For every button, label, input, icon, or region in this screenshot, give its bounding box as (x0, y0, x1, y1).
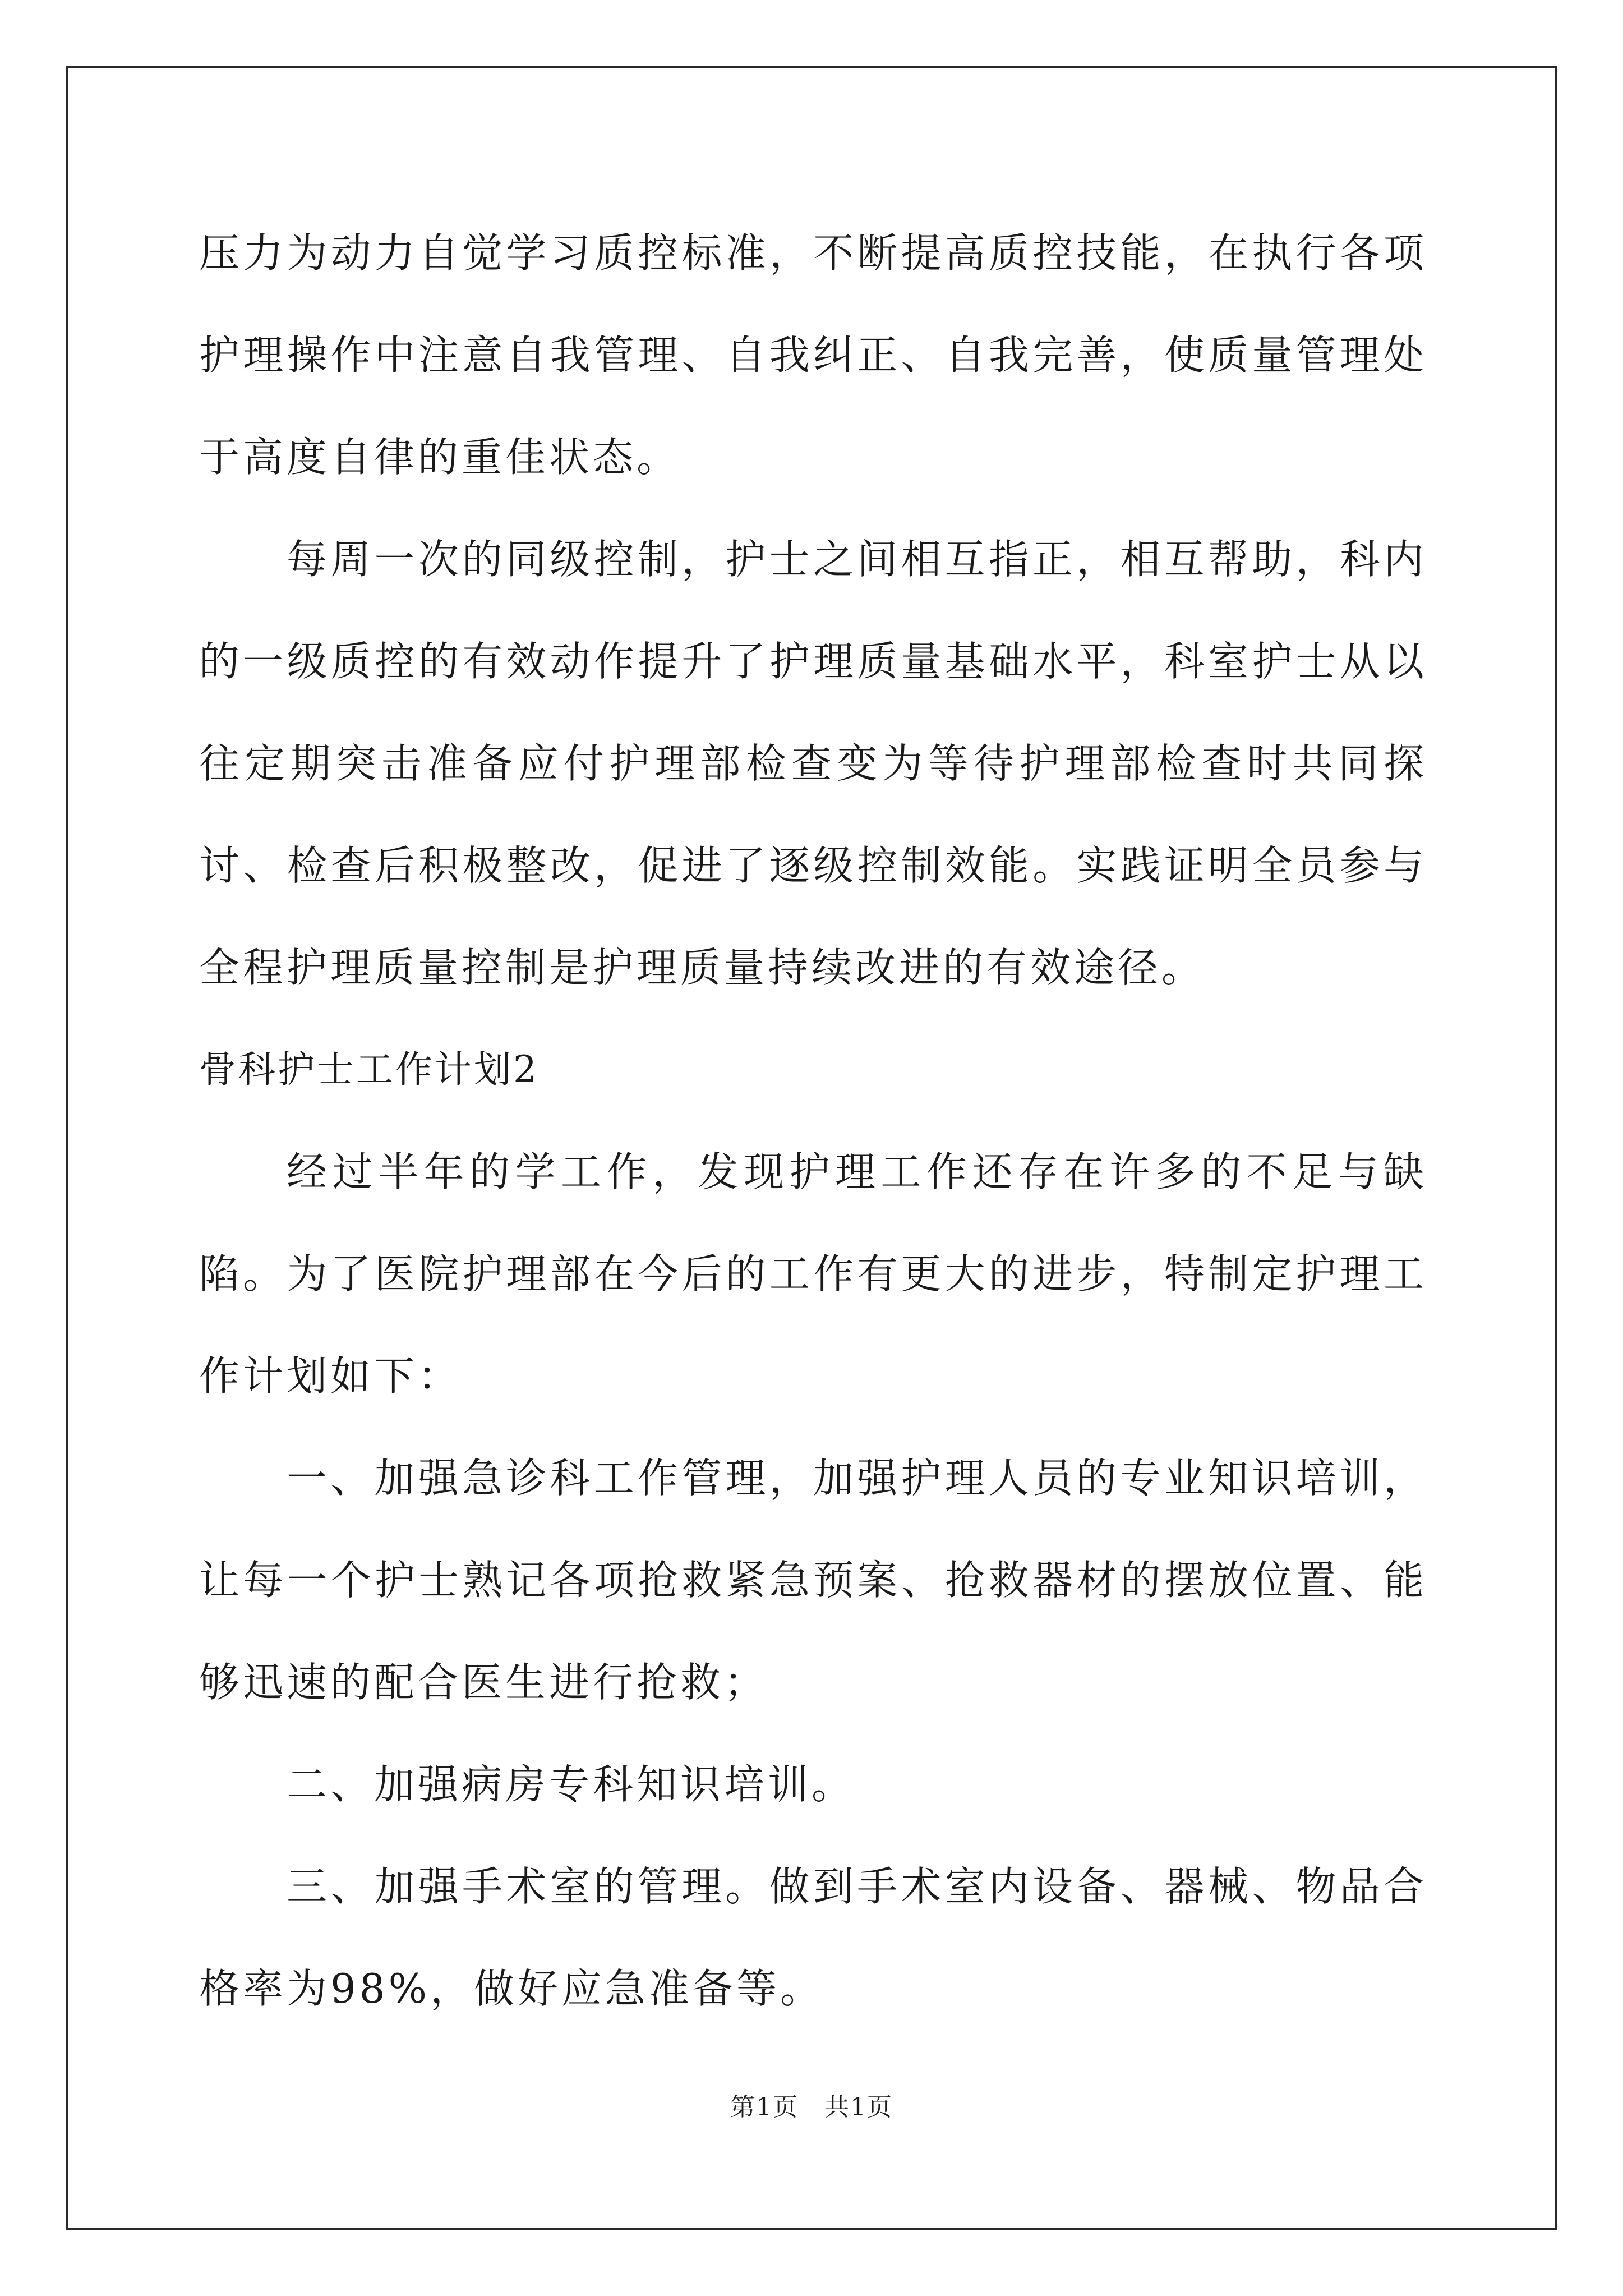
paragraph: 二、加强病房专科知识培训。 (287, 1761, 856, 1808)
document-body (199, 202, 1427, 2040)
paragraph: 压力为动力自觉学习质控标准，不断提高质控技能，在执行各项护理操作中注意自我管理、自我纠正、自我完善，使质量管理处于高度自律的重佳状态。 (199, 229, 1427, 481)
page-footer: 第1页 共1页 (730, 2093, 893, 2122)
paragraph: 每周一次的同级控制，护士之间相互指正，相互帮助，科内的一级质控的有效动作提升了护理质量基础水平，科室护士从以往定期突击准备应付护理部检查变为等待护理部检查时共同探讨、检查后积极整改，促进了逐级控制效能。实践证明全员参与全程护理质量控制是护理质量持续改进的有效途径。 (199, 536, 1427, 991)
section-heading: 骨科护士工作计划2 (199, 1048, 539, 1091)
paragraph: 经过半年的学工作，发现护理工作还存在许多的不足与缺陷。为了医院护理部在今后的工作有更大的进步，特制定护理工作计划如下： (199, 1148, 1427, 1400)
paragraph: 三、加强手术室的管理。做到手术室内设备、器械、物品合格率为98%，做好应急准备等。 (199, 1863, 1427, 2012)
paragraph: 一、加强急诊科工作管理，加强护理人员的专业知识培训，让每一个护士熟记各项抢救紧急预案、抢救器材的摆放位置、能够迅速的配合医生进行抢救； (199, 1455, 1427, 1706)
